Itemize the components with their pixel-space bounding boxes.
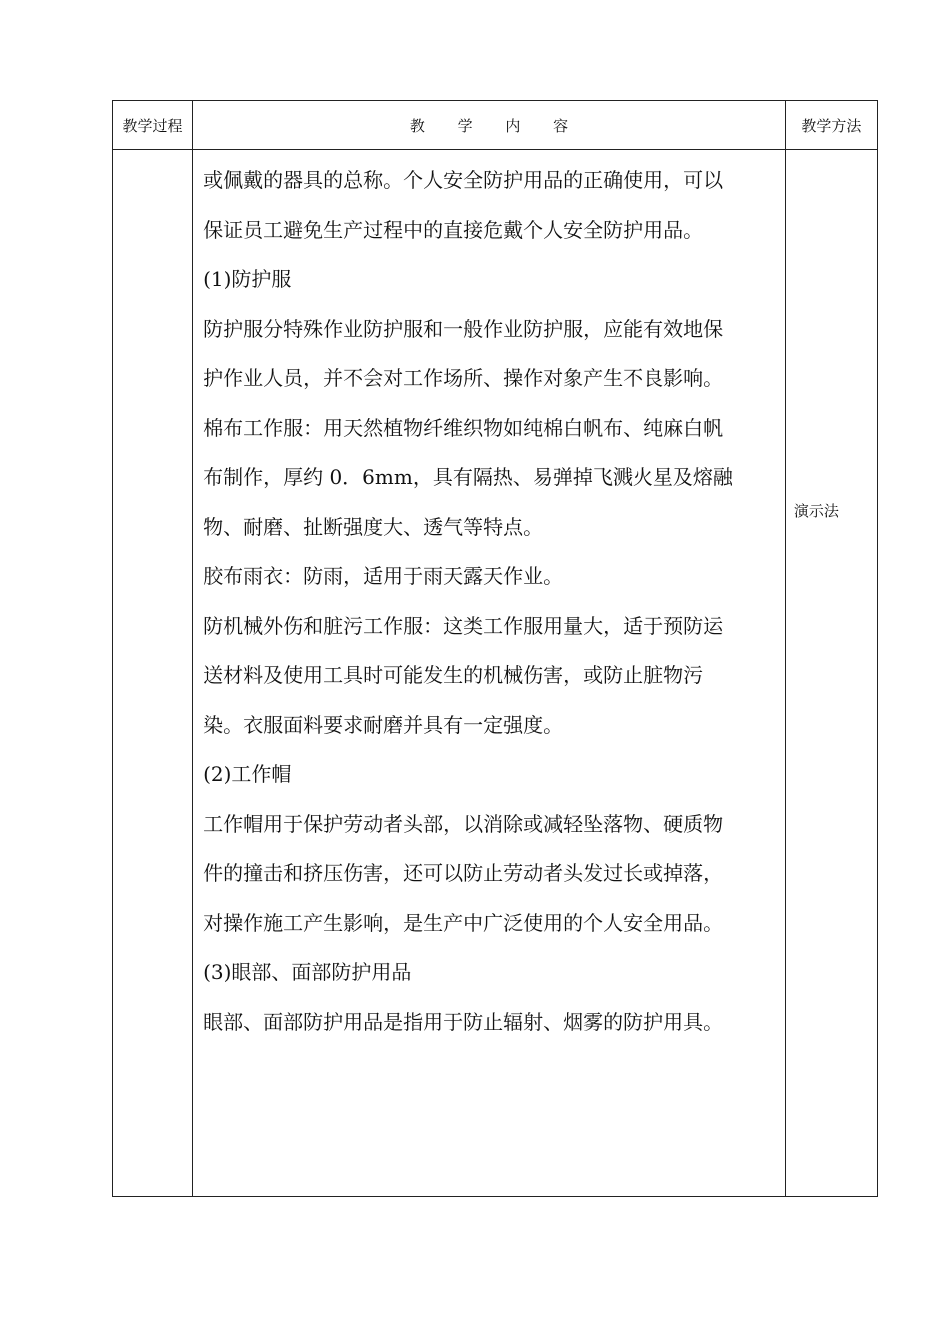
content-line: 物、耐磨、扯断强度大、透气等特点。 <box>203 514 544 539</box>
content-line: 保证员工避免生产过程中的直接危戴个人安全防护用品。 <box>203 217 704 242</box>
content-line: (1)防护服 <box>203 267 292 291</box>
header-teaching-method: 教学方法 <box>785 101 877 150</box>
content-line: 送材料及使用工具时可能发生的机械伤害，或防止脏物污 <box>203 663 704 687</box>
table-body-row <box>113 150 878 1197</box>
content-line: 胶布雨衣：防雨，适用于雨天露天作业。 <box>203 564 564 588</box>
content-line: 棉布工作服：用天然植物纤维织物如纯棉白帆布、纯麻白帆 <box>203 415 724 440</box>
content-cell <box>193 150 786 1197</box>
content-line: (3)眼部、面部防护用品 <box>203 960 412 984</box>
content-line: 眼部、面部防护用品是指用于防止辐射、烟雾的防护用具。 <box>203 1009 724 1034</box>
content-line: 或佩戴的器具的总称。个人安全防护用品的正确使用，可以 <box>203 168 724 192</box>
content-line: 染。衣服面料要求耐磨并具有一定强度。 <box>203 712 564 737</box>
header-teaching-content <box>193 101 786 150</box>
content-line: 防护服分特殊作业防护服和一般作业防护服，应能有效地保 <box>203 316 724 341</box>
content-line: 工作帽用于保护劳动者头部，以消除或减轻坠落物、硬质物 <box>203 811 724 836</box>
content-line: 防机械外伤和脏污工作服：这类工作服用量大，适于预防运 <box>203 613 724 638</box>
content-line: 对操作施工产生影响，是生产中广泛使用的个人安全用品。 <box>203 910 724 935</box>
lesson-plan-table <box>112 100 878 1197</box>
content-line: 护作业人员，并不会对工作场所、操作对象产生不良影响。 <box>203 366 724 390</box>
content-line: 件的撞击和挤压伤害，还可以防止劳动者头发过长或掉落， <box>203 861 724 885</box>
table-header-row <box>113 101 878 150</box>
process-cell <box>113 150 193 1197</box>
header-teaching-process: 教学过程 <box>113 101 193 150</box>
content-line: 布制作，厚约 0．6mm，具有隔热、易弹掉飞溅火星及熔融 <box>203 465 733 489</box>
header-teaching-content-label: 教 学 内 容 <box>409 116 583 135</box>
content-line: (2)工作帽 <box>203 762 292 786</box>
method-cell <box>785 150 877 1197</box>
method-text: 演示法 <box>793 501 839 520</box>
